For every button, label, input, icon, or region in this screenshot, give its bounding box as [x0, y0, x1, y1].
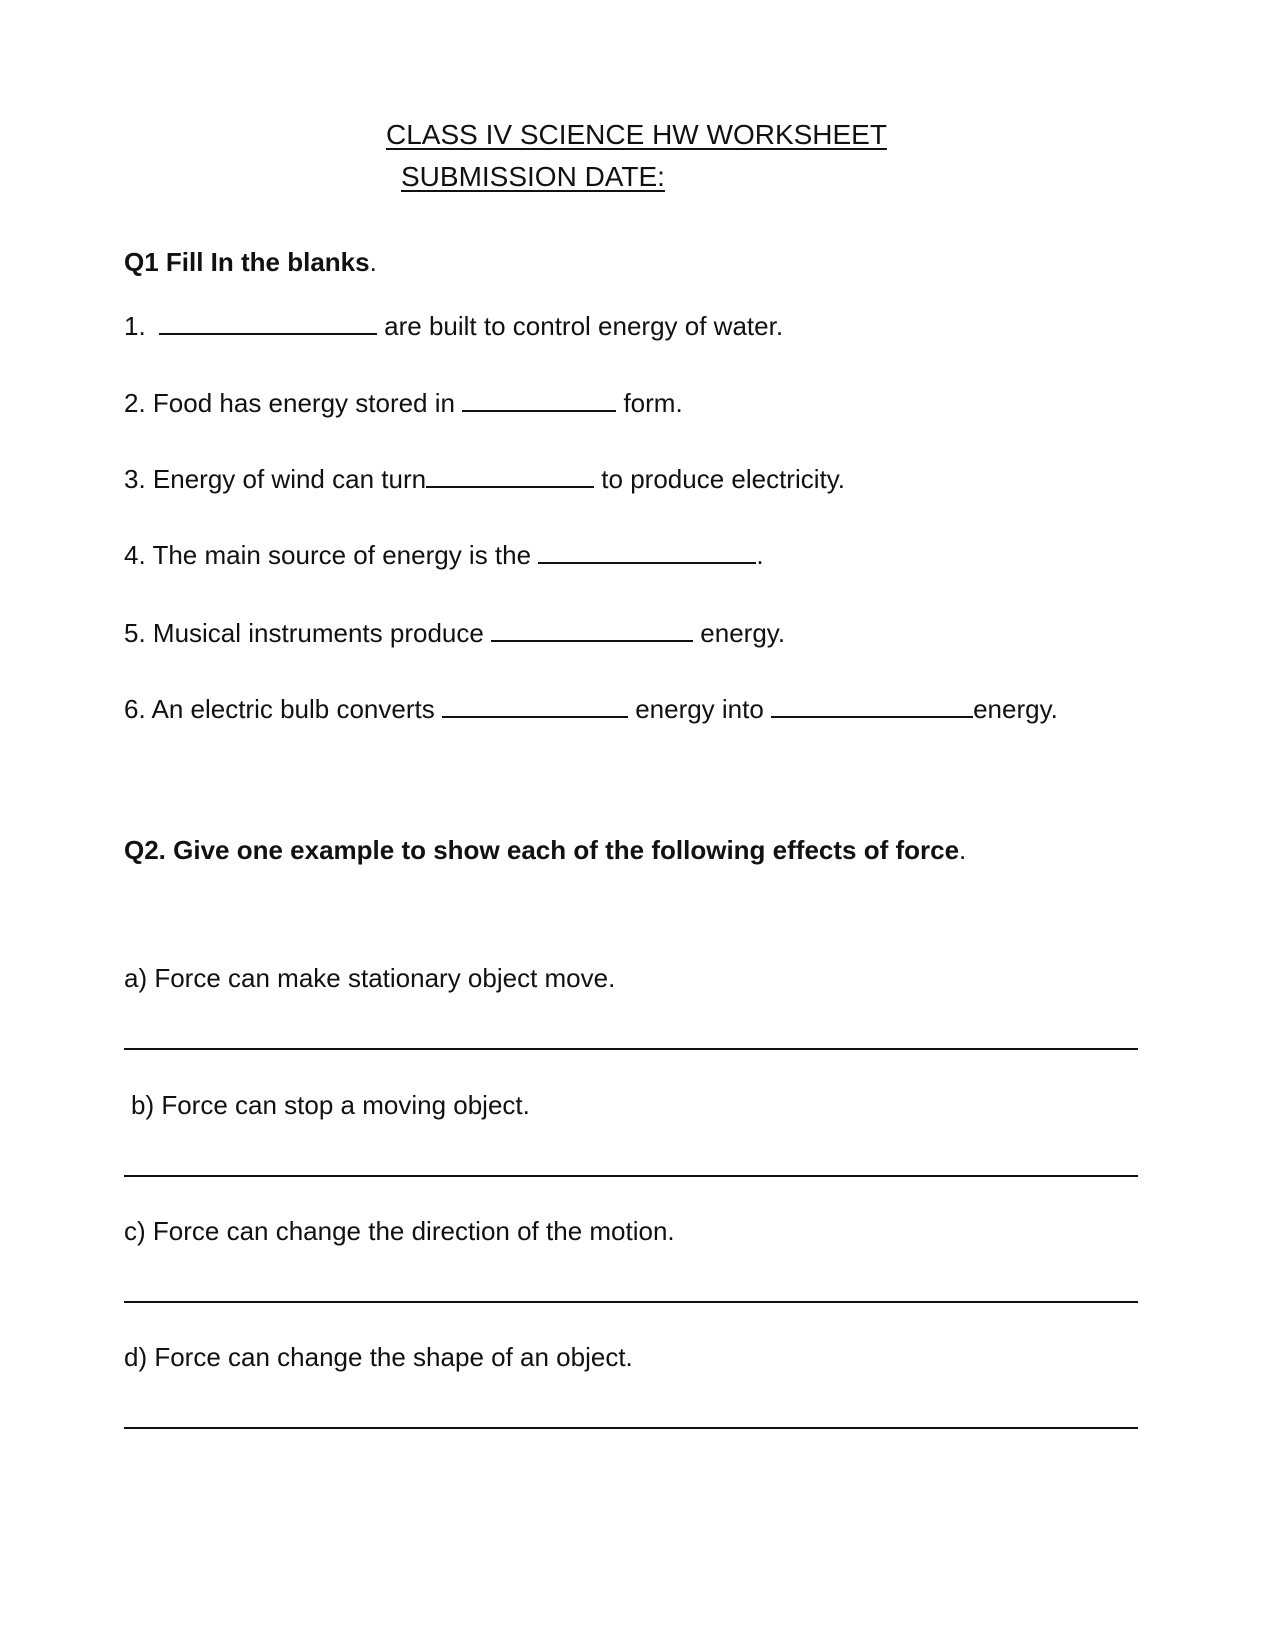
- q1-item-1-number: 1.: [124, 311, 146, 341]
- q1-item-6-blank-1[interactable]: [442, 692, 628, 718]
- q1-item-2-text-after: form.: [623, 388, 683, 418]
- q1-item-4-blank[interactable]: [538, 538, 756, 564]
- q1-item-2: [124, 386, 683, 419]
- q1-item-3-text-after: to produce electricity.: [601, 464, 846, 494]
- q1-item-1-text: are built to control energy of water.: [384, 311, 784, 341]
- q2-item-d: d) Force can change the shape of an object.: [124, 1342, 633, 1372]
- q2-heading-period: .: [959, 835, 967, 865]
- submission-date-line: [401, 160, 855, 194]
- q1-heading-text: Q1 Fill In the blanks: [124, 247, 370, 277]
- q2-item-b: b) Force can stop a moving object.: [131, 1090, 530, 1120]
- q1-item-6: [124, 692, 1058, 725]
- q2-item-b-answer-line[interactable]: [124, 1175, 1138, 1177]
- q1-item-1-blank[interactable]: [159, 309, 377, 335]
- q1-item-3-blank[interactable]: [426, 462, 594, 488]
- q1-item-4: [124, 538, 764, 571]
- q1-item-5-text-after: energy.: [700, 618, 786, 648]
- q1-item-5: [124, 616, 785, 649]
- q1-item-6-text-middle: energy into: [635, 694, 764, 724]
- q1-item-4-text-after: .: [756, 540, 764, 570]
- q1-item-6-blank-2[interactable]: [771, 692, 973, 718]
- q1-item-5-blank[interactable]: [491, 616, 693, 642]
- q1-item-5-text-before: 5. Musical instruments produce: [124, 618, 484, 648]
- q2-heading: [124, 834, 966, 866]
- q1-item-6-text-after: energy.: [973, 694, 1058, 724]
- submission-date-blank[interactable]: [665, 160, 855, 194]
- q2-item-d-answer-line[interactable]: [124, 1427, 1138, 1429]
- q2-item-c-answer-line[interactable]: [124, 1301, 1138, 1303]
- q1-heading-period: .: [369, 247, 377, 277]
- q1-item-3-text-before: 3. Energy of wind can turn: [124, 464, 427, 494]
- worksheet-title: CLASS IV SCIENCE HW WORKSHEET: [386, 119, 887, 150]
- q2-heading-text: Q2. Give one example to show each of the following effects of force: [124, 835, 960, 865]
- q1-item-2-text-before: 2. Food has energy stored in: [124, 388, 455, 418]
- q2-item-a-answer-line[interactable]: [124, 1048, 1138, 1050]
- q1-item-1: [124, 309, 783, 342]
- q1-item-2-blank[interactable]: [462, 386, 616, 412]
- q1-item-3: [124, 462, 845, 495]
- q1-item-4-text-before: 4. The main source of energy is the: [124, 540, 532, 570]
- q2-item-a: a) Force can make stationary object move.: [124, 963, 616, 993]
- submission-date-label: SUBMISSION DATE:: [401, 161, 665, 192]
- q1-heading: [124, 246, 377, 278]
- q2-item-c: c) Force can change the direction of the motion.: [124, 1216, 675, 1246]
- q1-item-6-text-before: 6. An electric bulb converts: [124, 694, 435, 724]
